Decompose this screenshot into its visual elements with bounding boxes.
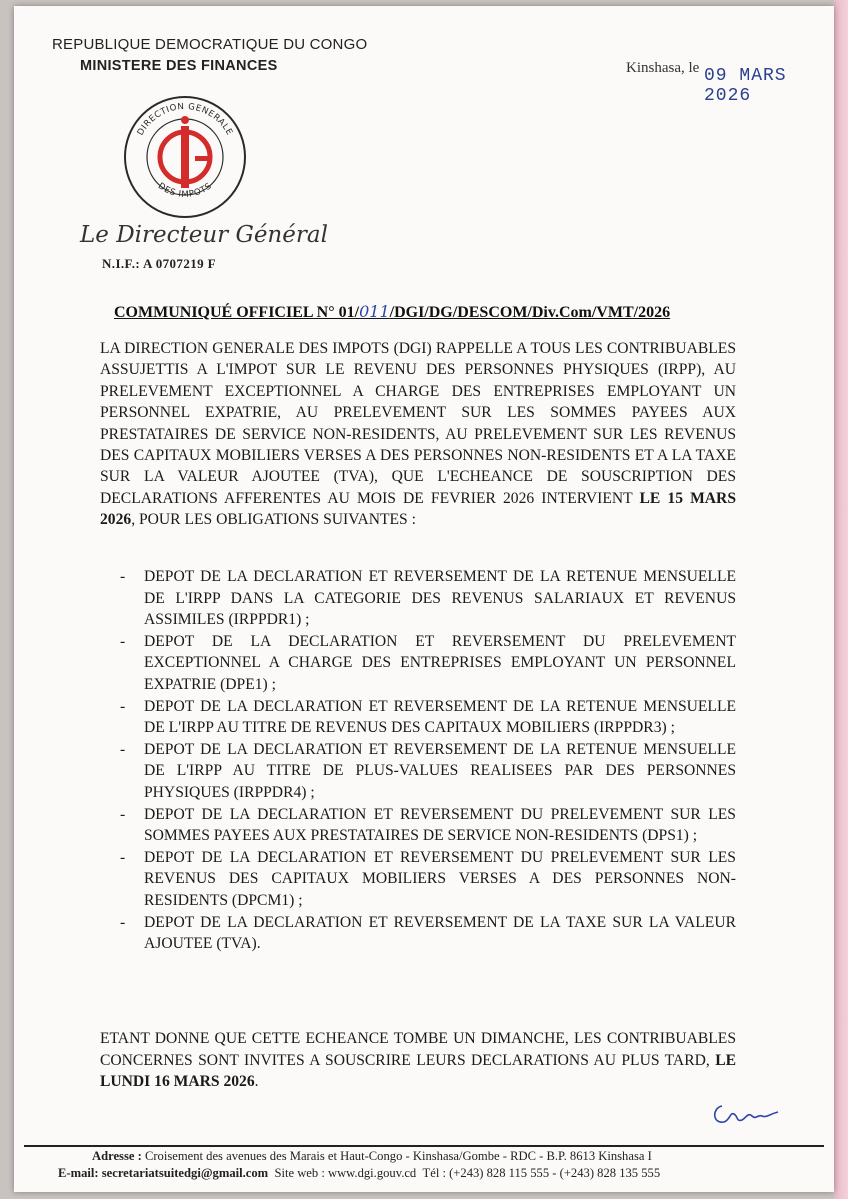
closing-end: . bbox=[254, 1073, 259, 1091]
email-link[interactable]: secretariatsuitedgi@gmail.com bbox=[101, 1166, 269, 1180]
list-item: - DEPOT DE LA DECLARATION ET REVERSEMENT DE LA RETENUE MENSUELLE DE L'IRPP AU TITRE DE PLUS-VALUES REALISEES PAR DES PERSONNES PHYSIQUES (IRPPDR4) ; bbox=[100, 739, 736, 804]
nif-number: N.I.F.: A 0707219 F bbox=[102, 256, 217, 271]
obligations-list bbox=[100, 566, 736, 955]
intro-paragraph bbox=[100, 338, 736, 531]
communique-title bbox=[114, 302, 670, 322]
list-item: - DEPOT DE LA DECLARATION ET REVERSEMENT DU PRELEVEMENT SUR LES SOMMES PAYEES AUX PRESTATAIRES DE SERVICE NON-RESIDENTS (DPS1) ; bbox=[100, 804, 736, 847]
header-republic: REPUBLIQUE DEMOCRATIQUE DU CONGO bbox=[52, 36, 368, 53]
closing-date: LE LUNDI 16 MARS 2026 bbox=[100, 1051, 736, 1091]
footer-contact bbox=[58, 1166, 660, 1181]
signature-mark bbox=[708, 1098, 788, 1128]
document-page bbox=[14, 6, 834, 1192]
website-link[interactable]: Site web : www.dgi.gouv.cd bbox=[274, 1166, 417, 1180]
title-suffix: /DGI/DG/DESCOM/Div.Com/VMT/2026 bbox=[389, 304, 671, 321]
intro-end: , POUR LES OBLIGATIONS SUIVANTES : bbox=[131, 511, 416, 529]
list-item: - DEPOT DE LA DECLARATION ET REVERSEMENT DE LA RETENUE MENSUELLE DE L'IRPP DANS LA CATEGORIE DES REVENUS SALARIAUX ET REVENUS ASSIMILES (IRPPDR1) ; bbox=[100, 566, 736, 631]
header-ministry: MINISTERE DES FINANCES bbox=[80, 58, 278, 74]
address-text: Croisement des avenues des Marais et Haut-Congo - Kinshasa/Gombe - RDC - B.P. 8613 Kinshasa I bbox=[144, 1149, 652, 1163]
list-item: - DEPOT DE LA DECLARATION ET REVERSEMENT DE LA TAXE SUR LA VALEUR AJOUTEE (TVA). bbox=[100, 912, 736, 955]
list-item: - DEPOT DE LA DECLARATION ET REVERSEMENT DU PRELEVEMENT EXCEPTIONNEL A CHARGE DES ENTREPRISES EMPLOYANT UN PERSONNEL EXPATRIE (DPE1) ; bbox=[100, 631, 736, 696]
background-pink-folder bbox=[834, 0, 848, 1199]
place-label: Kinshasa, le bbox=[626, 60, 700, 76]
list-item: - DEPOT DE LA DECLARATION ET REVERSEMENT DU PRELEVEMENT SUR LES REVENUS DES CAPITAUX MOBILIERS VERSES A DES PERSONNES NON-RESIDENTS (DPCM1) ; bbox=[100, 847, 736, 912]
footer-address bbox=[92, 1149, 652, 1164]
phone-text: Tél : (+243) 828 115 555 - (+243) 828 135 555 bbox=[422, 1166, 661, 1180]
address-label: Adresse : bbox=[92, 1149, 142, 1163]
footer-divider bbox=[24, 1145, 824, 1147]
dgi-seal-logo bbox=[120, 92, 250, 222]
list-item: - DEPOT DE LA DECLARATION ET REVERSEMENT DE LA RETENUE MENSUELLE DE L'IRPP AU TITRE DE REVENUS DES CAPITAUX MOBILIERS (IRPPDR3) ; bbox=[100, 696, 736, 739]
intro-text: LA DIRECTION GENERALE DES IMPOTS (DGI) RAPPELLE A TOUS LES CONTRIBUABLES ASSUJETTIS A L'IMPOT SUR LE REVENU DES PERSONNES PHYSIQUES (IRPP), AU PRELEVEMENT EXCEPTIONNEL A CHARGE DES ENTREPRISES EMPLOYANT UN PERSONNEL EXPATRIE, AU PRELEVEMENT SUR LES SOMMES PAYEES AUX PRESTATAIRES DE SERVICE NON-RESIDENTS, AU PRELEVEMENT SUR LES REVENUS DES CAPITAUX MOBILIERS VERSES A DES PERSONNES NON-RESIDENTS ET A LA TAXE SUR LA VALEUR AJOUTEE (TVA), QUE L'ECHEANCE DE SOUSCRIPTION DES DECLARATIONS AFFERENTES AU MOIS DE FEVRIER 2026 INTERVIENT bbox=[100, 340, 736, 507]
email-label: E-mail: bbox=[58, 1166, 99, 1180]
handwritten-number: 011 bbox=[359, 302, 390, 321]
closing-paragraph bbox=[100, 1028, 736, 1093]
svg-text:DIRECTION GENERALE: DIRECTION GENERALE bbox=[135, 101, 235, 138]
closing-text: ETANT DONNE QUE CETTE ECHEANCE TOMBE UN DIMANCHE, LES CONTRIBUABLES CONCERNES SONT INVITES A SOUSCRIRE LEURS DECLARATIONS AU PLUS TARD, bbox=[100, 1030, 736, 1069]
deadline-date: LE 15 MARS 2026 bbox=[100, 489, 736, 529]
director-title: Le Directeur Général bbox=[80, 222, 328, 248]
svg-text:DES IMPOTS: DES IMPOTS bbox=[155, 181, 215, 200]
title-prefix: COMMUNIQUÉ OFFICIEL N° 01/ bbox=[114, 304, 360, 321]
date-stamp: 09 MARS 2026 bbox=[704, 66, 787, 106]
